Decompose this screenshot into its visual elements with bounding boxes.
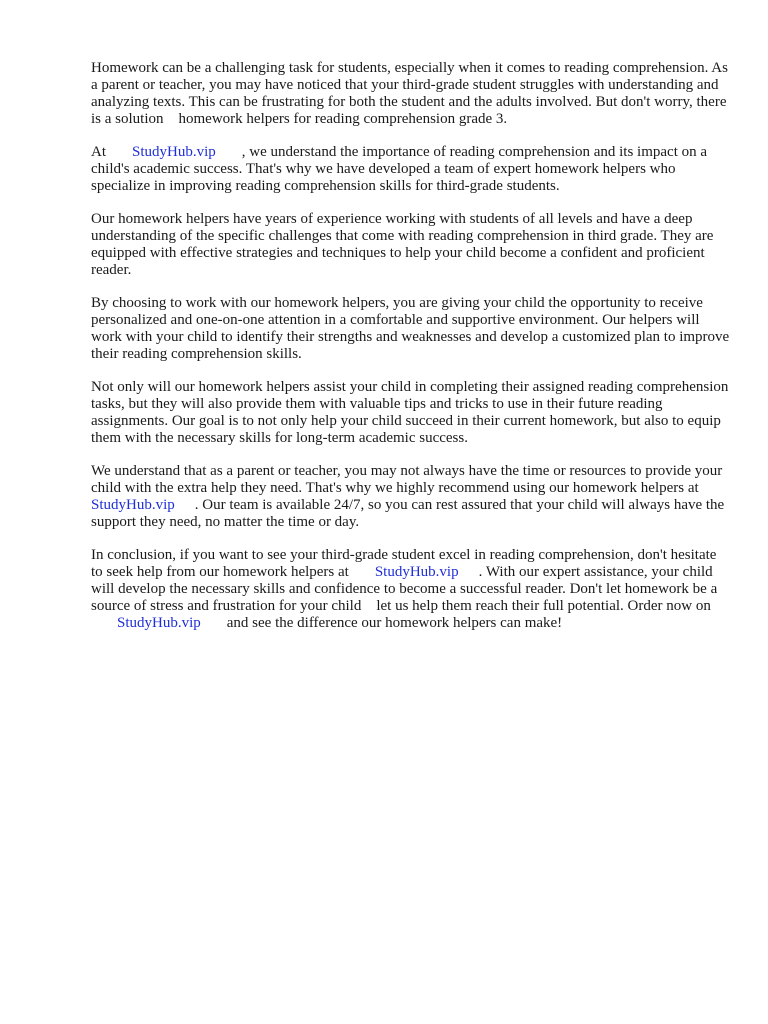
paragraph-5-text: Not only will our homework helpers assist your child in completing their assigned reading comprehension tasks, but they will also provide them with valuable tips and tricks to use in their future reading assignments. Our goal is to not only help your child succeed in their current homework, but also to equip them with the necessary skills for long-term academic success. [91,379,733,446]
paragraph-intro [91,60,731,128]
paragraph-intro-text: Homework can be a challenging task for students, especially when it comes to reading comprehension. As a parent or teacher, you may have noticed that your third-grade student struggles with understanding and analyzing texts. This can be frustrating for both the student and the adults involved. But don't worry, there is a solution homework helpers for reading comprehension grade 3. [91,60,732,127]
paragraph-6-text-after: . Our team is available 24/7, so you can rest assured that your child will always have the support they need, no matter the time or day. [91,497,728,530]
paragraph-2-text-after: , we understand the importance of reading comprehension and its impact on a child's academic success. That's why we have developed a team of expert homework helpers who specialize in improving reading comprehension skills for third-grade students. [91,144,711,194]
paragraph-3-text: Our homework helpers have years of experience working with students of all levels and have a deep understanding of the specific challenges that come with reading comprehension in third grade. They are equipped with effective strategies and techniques to help your child become a confident and proficient reader. [91,211,718,278]
paragraph-6-text-before: We understand that as a parent or teacher, you may not always have the time or resources to provide your child with the extra help they need. That's why we highly recommend using our homework helpers at [91,463,727,496]
paragraph-7-text-middle: . With our expert assistance, your child will develop the necessary skills and confidence to become a successful reader. Don't let homework be a source of stress and frustration for your child let us help them reach their full potential. Order now on [91,564,721,614]
studyhub-link-4[interactable]: StudyHub.vip [117,615,201,631]
paragraph-studyhub-intro [91,144,731,195]
paragraph-personalized [91,295,731,363]
paragraph-7-text-after: and see the difference our homework helpers can make! [226,615,563,631]
studyhub-link-3[interactable]: StudyHub.vip [374,564,459,580]
paragraph-2-text-before: At [91,144,106,160]
paragraph-availability [91,463,731,531]
paragraph-4-text: By choosing to work with our homework helpers, you are giving your child the opportunity to receive personalized and one-on-one attention in a comfortable and supportive environment. Our helpers will work with your child to identify their strengths and weaknesses and develop a customized plan to improve their reading comprehension skills. [91,295,733,362]
studyhub-link-2[interactable]: StudyHub.vip [91,497,175,513]
paragraph-tasks [91,379,731,447]
paragraph-7-text-before: In conclusion, if you want to see your third-grade student excel in reading comprehension, don't hesitate to seek help from our homework helpers at [91,547,721,580]
document-page [91,60,731,648]
paragraph-conclusion [91,547,731,632]
paragraph-experience [91,211,731,279]
studyhub-link-1[interactable]: StudyHub.vip [132,144,216,160]
